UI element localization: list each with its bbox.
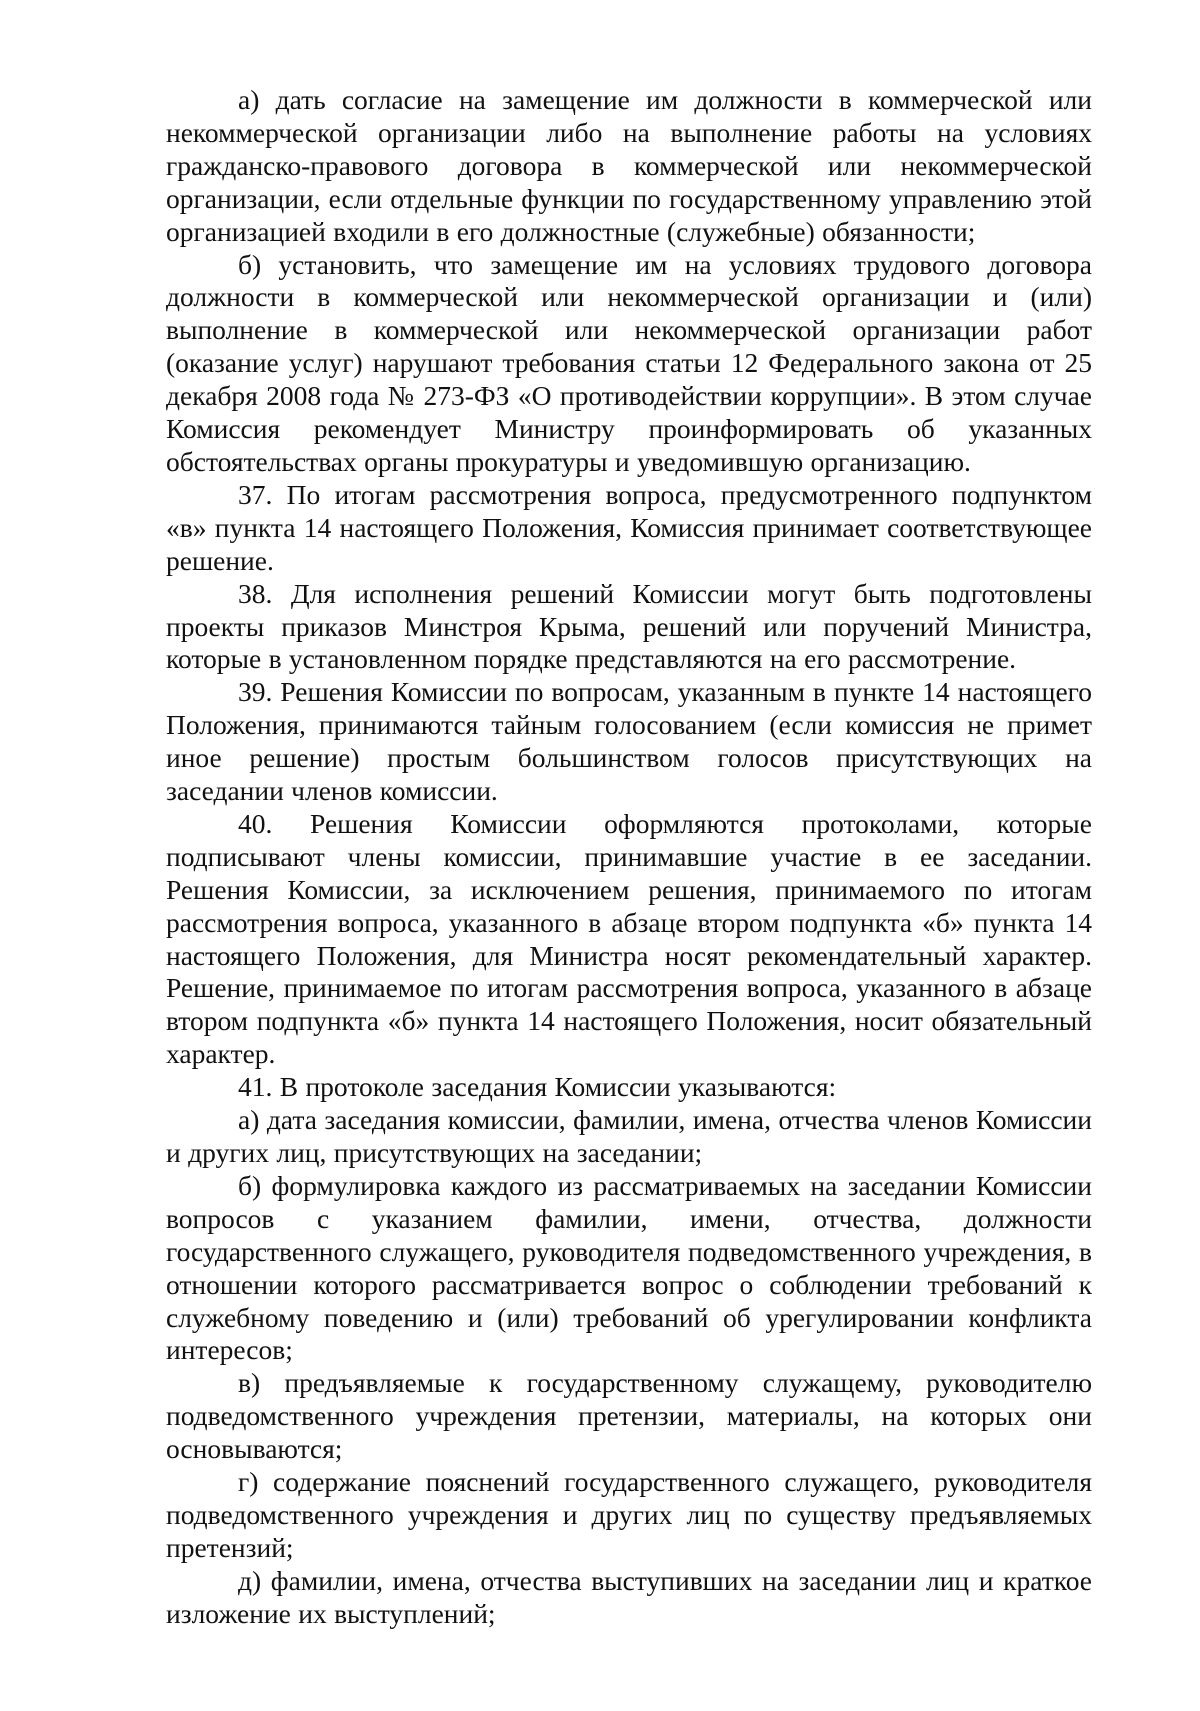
paragraph-38: 38. Для исполнения решений Комиссии могут быть подготовлены проекты приказов Минстроя Крыма, решений или поручений Министра, которые в установленном порядке представляются на его рассмотрение. — [166, 577, 1092, 675]
paragraph-36a: а) дать согласие на замещение им должности в коммерческой или некоммерческой организации либо на выполнение работы на условиях гражданско-правового договора в коммерческой или некоммерческой организации, если отдельные функции по государственному управлению этой организацией входили в его должностные (служебные) обязанности; — [166, 84, 1092, 247]
paragraph-36b: б) установить, что замещение им на условиях трудового договора должности в коммерческой или некоммерческой организации и (или) выполнение в коммерческой или некоммерческой организации работ (оказание услуг) нарушают требования статьи 12 Федерального закона от 25 декабря 2008 года № 273-ФЗ «О противодействии коррупции». В этом случае Комиссия рекомендует Министру проинформировать об указанных обстоятельствах органы прокуратуры и уведомившую организацию. — [166, 248, 1092, 477]
paragraph-37: 37. По итогам рассмотрения вопроса, предусмотренного подпунктом «в» пункта 14 настоящего Положения, Комиссия принимает соответствующее решение. — [166, 478, 1092, 576]
paragraph-40: 40. Решения Комиссии оформляются протоколами, которые подписывают члены комиссии, принимавшие участие в ее заседании. Решения Комиссии, за исключением решения, принимаемого по итогам рассмотрения вопроса, указанного в абзаце втором подпункта «б» пункта 14 настоящего Положения, для Министра носят рекомендательный характер. Решение, принимаемое по итогам рассмотрения вопроса, указанного в абзаце втором подпункта «б» пункта 14 настоящего Положения, носит обязательный характер. — [166, 807, 1092, 1070]
paragraph-41a: а) дата заседания комиссии, фамилии, имена, отчества членов Комиссии и других лиц, присутствующих на заседании; — [166, 1104, 1092, 1168]
paragraph-41d: д) фамилии, имена, отчества выступивших на заседании лиц и краткое изложение их выступлений; — [166, 1564, 1092, 1629]
paragraph-41b: б) формулировка каждого из рассматриваемых на заседании Комиссии вопросов с указанием фамилии, имени, отчества, должности государственного служащего, руководителя подведомственного учреждения, в отношении которого рассматривается вопрос о соблюдении требований к служебному поведению и (или) требований об урегулировании конфликта интересов; — [166, 1169, 1092, 1366]
paragraph-41: 41. В протоколе заседания Комиссии указываются: — [238, 1071, 837, 1103]
document-body — [166, 84, 1092, 1631]
paragraph-41g: г) содержание пояснений государственного служащего, руководителя подведомственного учреждения и других лиц по существу предъявляемых претензий; — [166, 1466, 1092, 1563]
paragraph-41v: в) предъявляемые к государственному служащему, руководителю подведомственного учреждения претензии, материалы, на которых они основываются; — [166, 1367, 1092, 1465]
paragraph-39: 39. Решения Комиссии по вопросам, указанным в пункте 14 настоящего Положения, принимаются тайным голосованием (если комиссия не примет иное решение) простым большинством голосов присутствующих на заседании членов комиссии. — [166, 676, 1092, 807]
